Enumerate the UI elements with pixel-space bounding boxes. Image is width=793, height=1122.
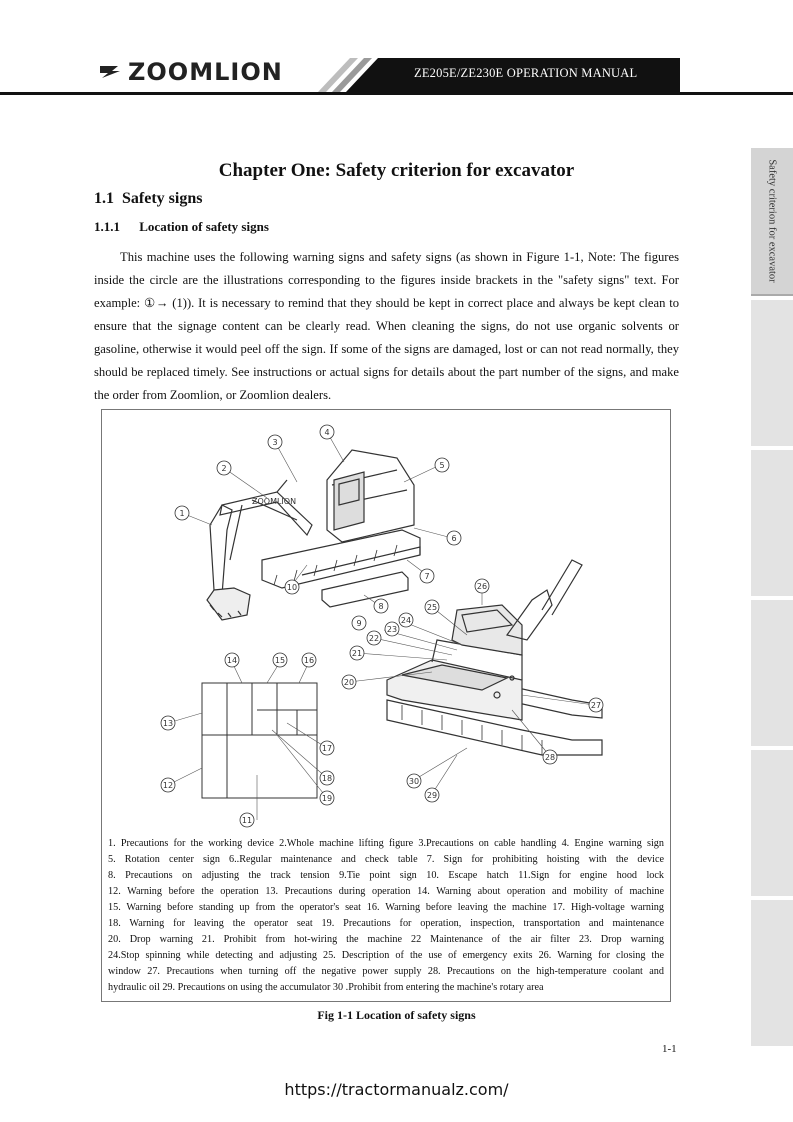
callout-17 xyxy=(320,741,334,755)
legend-line: 12. Warning before the operation 13. Precautions during operation 14. Warning about operation and mobility of machine xyxy=(108,886,664,897)
subsection-number: 1.1.1 xyxy=(94,219,120,234)
callout-16 xyxy=(302,653,316,667)
figure-box xyxy=(101,409,671,1002)
svg-text:6: 6 xyxy=(451,534,457,543)
callout-19 xyxy=(320,791,334,805)
callout-8 xyxy=(374,599,388,613)
manual-title: ZE205E/ZE230E OPERATION MANUAL xyxy=(414,66,638,80)
callout-12 xyxy=(161,778,175,792)
chapter-title: Chapter One: Safety criterion for excavator xyxy=(218,160,575,181)
legend-line: 1. Precautions for the working device 2.Whole machine lifting figure 3.Precautions on cable handling 4. Engine warning sign xyxy=(108,838,664,849)
side-tab-2[interactable] xyxy=(751,300,793,446)
callout-28 xyxy=(543,750,557,764)
svg-text:13: 13 xyxy=(162,719,174,728)
svg-text:10: 10 xyxy=(286,583,298,592)
callout-25 xyxy=(425,600,439,614)
callout-27 xyxy=(589,698,603,712)
brand-logo xyxy=(98,57,283,87)
legend-line: 5. Rotation center sign 6..Regular maintenance and check table 7. Sign for prohibiting hoisting with the device xyxy=(108,854,664,865)
cab-interior-panel xyxy=(202,683,317,798)
callout-11 xyxy=(240,813,254,827)
svg-text:12: 12 xyxy=(162,781,174,790)
svg-text:17: 17 xyxy=(321,744,333,753)
svg-text:18: 18 xyxy=(321,774,333,783)
callout-10 xyxy=(285,580,299,594)
callout-29 xyxy=(425,788,439,802)
svg-text:3: 3 xyxy=(272,438,278,447)
callout-3 xyxy=(268,435,282,449)
callout-4 xyxy=(320,425,334,439)
section-number: 1.1 xyxy=(94,190,114,207)
side-tab-4[interactable] xyxy=(751,600,793,746)
callout-26 xyxy=(475,579,489,593)
svg-text:2: 2 xyxy=(221,464,227,473)
figure-legend xyxy=(108,836,664,996)
svg-text:21: 21 xyxy=(351,649,363,658)
svg-text:27: 27 xyxy=(590,701,602,710)
callout-9 xyxy=(352,616,366,630)
side-tab-3[interactable] xyxy=(751,450,793,596)
page-header xyxy=(0,50,793,95)
legend-line: 24.Stop spinning while detecting and adjusting 25. Description of the use of emergency exits 26. Warning for closing the xyxy=(108,950,664,961)
callout-20 xyxy=(342,675,356,689)
svg-text:4: 4 xyxy=(324,428,330,437)
callout-7 xyxy=(420,569,434,583)
side-tab-label: Safety criterion for excavator xyxy=(766,159,778,283)
footer-url[interactable]: https://tractormanualz.com/ xyxy=(284,1080,509,1099)
svg-text:8: 8 xyxy=(378,602,384,611)
svg-text:15: 15 xyxy=(274,656,286,665)
svg-text:16: 16 xyxy=(303,656,315,665)
callout-13 xyxy=(161,716,175,730)
callout-24 xyxy=(399,613,413,627)
svg-text:28: 28 xyxy=(544,753,556,762)
callout-14 xyxy=(225,653,239,667)
legend-line: 20. Drop warning 21. Prohibit from hot-wiring the machine 22 Maintenance of the air filter 23. Drop warning xyxy=(108,934,664,945)
figure-caption: Fig 1-1 Location of safety signs xyxy=(317,1008,476,1022)
callout-2 xyxy=(217,461,231,475)
brand-name: ZOOMLION xyxy=(128,58,283,86)
callout-30 xyxy=(407,774,421,788)
svg-text:14: 14 xyxy=(226,656,238,665)
side-tab-5[interactable] xyxy=(751,750,793,896)
svg-text:20: 20 xyxy=(343,678,355,687)
svg-text:26: 26 xyxy=(476,582,488,591)
callout-22 xyxy=(367,631,381,645)
svg-text:7: 7 xyxy=(424,572,430,581)
section-heading xyxy=(94,190,202,208)
callout-6 xyxy=(447,531,461,545)
callout-leaders xyxy=(168,432,594,820)
svg-text:5: 5 xyxy=(439,461,445,470)
svg-text:1: 1 xyxy=(179,509,185,518)
callout-18 xyxy=(320,771,334,785)
callout-1 xyxy=(175,506,189,520)
legend-line: 8. Precautions on adjusting the track tension 9.Tie point sign 10. Escape hatch 11.Sign for engine hood lock xyxy=(108,870,664,881)
svg-text:ZOOMLION: ZOOMLION xyxy=(252,497,297,506)
callout-15 xyxy=(273,653,287,667)
excavator-rear-view xyxy=(387,560,602,755)
subsection-title: Location of safety signs xyxy=(139,219,269,234)
page-number: 1-1 xyxy=(662,1043,677,1055)
body-paragraph: This machine uses the following warning signs and safety signs (as shown in Figure 1-1, Note: The figures inside the circle are the illustrations corresponding to the figures inside brackets in the "safety signs" text. For example: ①→ (1)). It is necessary to remind that they should be kept in correct place and always be kept clean to ensure that the signage content can be clearly read. When cleaning the signs, do not use organic solvents or gasoline, otherwise it would peel off the sign. If some of the signs are damaged, lost or can not read normally, they should be replaced timely. See instructions or actual signs for details about the part number of the signs, and make the order from Zoomlion, or Zoomlion dealers. xyxy=(94,250,679,402)
svg-text:25: 25 xyxy=(426,603,438,612)
legend-line: 18. Warning for leaving the operator seat 19. Precautions for operation, inspection, transportation and maintenance xyxy=(108,918,664,929)
legend-line: hydraulic oil 29. Precautions on using the accumulator 30 .Prohibit from entering the machine's rotary area xyxy=(108,982,544,993)
excavator-side-view xyxy=(207,450,420,620)
section-title: Safety signs xyxy=(122,190,203,207)
svg-text:24: 24 xyxy=(400,616,412,625)
svg-text:22: 22 xyxy=(368,634,380,643)
legend-line: window 27. Precautions when turning off the negative power supply 28. Precautions on the high-temperature coolant and xyxy=(108,966,664,977)
svg-text:19: 19 xyxy=(321,794,333,803)
header-rule xyxy=(0,92,793,95)
svg-text:30: 30 xyxy=(408,777,420,786)
excavator-illustration xyxy=(102,410,670,835)
subsection-heading xyxy=(94,219,269,235)
side-tab-6[interactable] xyxy=(751,900,793,1046)
callout-23 xyxy=(385,622,399,636)
callout-21 xyxy=(350,646,364,660)
svg-text:29: 29 xyxy=(426,791,438,800)
svg-text:11: 11 xyxy=(241,816,253,825)
svg-text:23: 23 xyxy=(386,625,398,634)
side-tabs xyxy=(751,148,793,1050)
zoomlion-logo-icon xyxy=(98,62,122,82)
legend-line: 15. Warning before standing up from the operator's seat 16. Warning before leaving the machine 17. High-voltage warning xyxy=(108,902,664,913)
callout-5 xyxy=(435,458,449,472)
svg-text:9: 9 xyxy=(356,619,362,628)
